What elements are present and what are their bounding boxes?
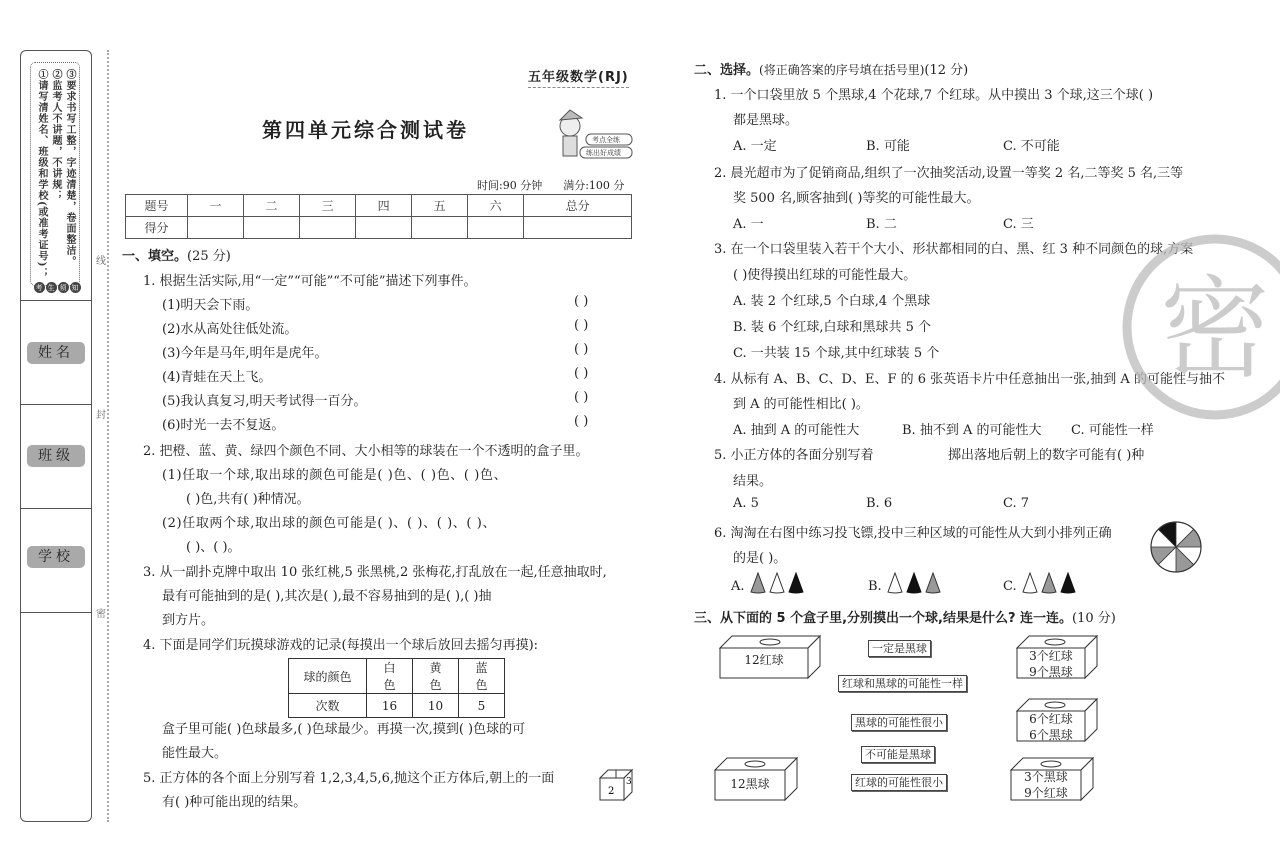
divider xyxy=(20,300,92,301)
mc-q2-line2: 奖 500 名,顾客抽到( )等奖的可能性最大。 xyxy=(733,191,980,206)
option-letter: C. xyxy=(1003,579,1017,594)
option-b[interactable]: B. 可能 xyxy=(866,139,910,154)
answer-blank[interactable]: ( ) xyxy=(574,390,589,405)
mc-q5-line2: 结果。 xyxy=(733,474,773,489)
mc-q3-line2: ( )使得摸出红球的可能性最大。 xyxy=(733,268,917,283)
exam-notice-box xyxy=(30,62,80,286)
mc-q4-line1: 4. 从标有 A、B、C、D、E、F 的 6 张英语卡片中任意抽出一张,抽到 A 的可能性与抽不 xyxy=(714,372,1225,387)
section-points: (12 分) xyxy=(924,63,969,78)
q1-item: (5)我认真复习,明天考试得一百分。 xyxy=(162,394,367,409)
mc-q1-line1: 1. 一个口袋里放 5 个黑球,4 个花球,7 个红球。从中摸出 3 个球,这三个球( ) xyxy=(714,88,1154,103)
q2-stem: 2. 把橙、蓝、黄、绿四个颜色不同、大小相等的球装在一个不透明的盒子里。 xyxy=(143,444,589,459)
option-letter: A. xyxy=(731,579,745,594)
section1-heading xyxy=(122,245,231,264)
exam-info xyxy=(477,177,624,193)
mc-q2-line1: 2. 晨光超市为了促销商品,组织了一次抽奖活动,设置一等奖 2 名,二等奖 5 名,三等 xyxy=(714,166,1184,181)
option-b[interactable] xyxy=(868,572,946,594)
section-title: 一、填空。 xyxy=(122,249,188,264)
option-c[interactable]: C. 一共装 15 个球,其中红球装 5 个 xyxy=(733,346,940,361)
cube-side-number: 3 xyxy=(626,777,632,787)
q2-part2-cont: ( )、( )。 xyxy=(186,540,241,555)
option-letter: B. xyxy=(868,579,882,594)
notice-tag-char: 须 xyxy=(59,283,67,292)
cell: 次数 xyxy=(289,694,367,718)
cell: 五 xyxy=(412,195,468,217)
cell: 黄色 xyxy=(413,659,459,694)
q4-stem: 4. 下面是同学们玩摸球游戏的记录(每摸出一个球后放回去摇匀再摸): xyxy=(143,638,539,653)
q1-item: (4)青蛙在天上飞。 xyxy=(162,370,272,385)
section-points: (25 分) xyxy=(187,249,231,264)
answer-blank[interactable]: ( ) xyxy=(574,414,589,429)
q4-line1: 盒子里可能( )色球最多,( )色球最少。再摸一次,摸到( )色球的可 xyxy=(162,722,526,737)
score-table xyxy=(125,194,632,239)
box-line: 6个黑球 xyxy=(1029,728,1073,742)
option-c[interactable] xyxy=(1003,572,1081,594)
mc-q6-line1: 6. 淘淘在右图中练习投飞镖,投中三种区域的可能性从大到小排列正确 xyxy=(714,526,1112,541)
answer-blank[interactable]: ( ) xyxy=(574,294,589,309)
section-title: 二、选择。 xyxy=(694,63,760,78)
divider xyxy=(20,612,92,613)
q2-part2: (2)任取两个球,取出球的颜色可能是( )、( )、( )、( )、 xyxy=(162,516,497,531)
notice-line-1: ①请写清姓名、班级和学校(或准考证号)； xyxy=(36,69,47,279)
answer-blank[interactable]: ( ) xyxy=(574,342,589,357)
option-a[interactable]: A. 一定 xyxy=(733,139,777,154)
score-input-cell[interactable] xyxy=(244,217,300,239)
box-label xyxy=(1017,648,1085,680)
score-table-header-row xyxy=(126,195,632,217)
cell: 得分 xyxy=(126,217,188,239)
score-input-cell[interactable] xyxy=(412,217,468,239)
margin-char-xian: 线 xyxy=(96,256,106,267)
cell: 四 xyxy=(356,195,412,217)
q1-item: (6)时光一去不复返。 xyxy=(162,418,285,433)
binding-dotted-line xyxy=(107,50,109,822)
mascot-icon xyxy=(548,108,638,166)
result-equal-chance[interactable]: 红球和黑球的可能性一样 xyxy=(838,675,967,692)
q2-part1: (1)任取一个球,取出球的颜色可能是( )色、( )色、( )色、 xyxy=(162,468,508,483)
cell: 总分 xyxy=(524,195,632,217)
q1-stem: 1. 根据生活实际,用“一定”“可能”“不可能”描述下列事件。 xyxy=(143,274,477,289)
q3-line2: 最有可能抽到的是( ),其次是( ),最不容易抽到的是( ),( )抽 xyxy=(162,589,492,604)
q4-line2: 能性最大。 xyxy=(162,746,228,761)
box-line: 3个红球 xyxy=(1029,649,1073,663)
dartboard-icon xyxy=(1150,521,1202,573)
result-red-unlikely[interactable]: 红球的可能性很小 xyxy=(851,774,947,791)
cone-sequence-white-gray-black-icon xyxy=(1021,572,1081,594)
score-input-cell[interactable] xyxy=(188,217,244,239)
cell: 二 xyxy=(244,195,300,217)
section-points: (10 分) xyxy=(1072,611,1116,626)
option-a[interactable]: A. 一 xyxy=(733,217,764,232)
margin-char-feng: 封 xyxy=(96,410,106,421)
cell: 三 xyxy=(300,195,356,217)
option-a[interactable]: A. 抽到 A 的可能性大 xyxy=(733,423,860,438)
answer-blank[interactable]: ( ) xyxy=(574,318,589,333)
confidential-stamp-icon xyxy=(1120,232,1280,422)
divider xyxy=(20,404,92,405)
option-c[interactable]: C. 7 xyxy=(1003,496,1030,511)
mascot-text-1: 考点全练 xyxy=(592,136,620,144)
full-score: 满分:100 分 xyxy=(563,179,625,192)
stamp-text: 密 xyxy=(1160,265,1270,393)
subject-label: 五年级数学(RJ) xyxy=(528,66,629,88)
notice-tag-char: 知 xyxy=(71,283,79,292)
score-input-cell[interactable] xyxy=(356,217,412,239)
q1-item: (1)明天会下雨。 xyxy=(162,298,259,313)
notice-tag-char: 生 xyxy=(47,283,55,292)
cell: 蓝色 xyxy=(459,659,505,694)
score-table-score-row xyxy=(126,217,632,239)
q3-line1: 3. 从一副扑克牌中取出 10 张红桃,5 张黑桃,2 张梅花,打乱放在一起,任意抽取时, xyxy=(143,565,607,580)
result-black-unlikely[interactable]: 黑球的可能性很小 xyxy=(851,714,947,731)
section3-heading xyxy=(694,607,1116,626)
exam-time: 时间:90 分钟 xyxy=(477,179,543,192)
option-c[interactable]: C. 可能性一样 xyxy=(1071,423,1154,438)
section-note: (将正确答案的序号填在括号里) xyxy=(759,63,925,77)
cone-sequence-white-black-gray-icon xyxy=(886,572,946,594)
cell: 一 xyxy=(188,195,244,217)
box-label xyxy=(1017,711,1085,743)
box-line: 9个黑球 xyxy=(1029,665,1073,679)
mascot-text-2: 练出好成绩 xyxy=(586,149,621,157)
option-a[interactable] xyxy=(731,572,809,594)
box-line: 9个红球 xyxy=(1024,786,1068,800)
cell: 六 xyxy=(468,195,524,217)
score-input-cell[interactable] xyxy=(524,217,632,239)
page-title: 第四单元综合测试卷 xyxy=(262,118,469,142)
score-input-cell[interactable] xyxy=(300,217,356,239)
option-b[interactable]: B. 二 xyxy=(866,217,897,232)
q1-item: (3)今年是马年,明年是虎年。 xyxy=(162,346,328,361)
cell: 题号 xyxy=(126,195,188,217)
q2-part1-cont: ( )色,共有( )种情况。 xyxy=(186,492,310,507)
section2-heading xyxy=(694,59,968,78)
divider xyxy=(20,508,92,509)
answer-blank[interactable]: ( ) xyxy=(574,366,589,381)
score-input-cell[interactable] xyxy=(468,217,524,239)
result-always-black[interactable]: 一定是黑球 xyxy=(868,640,931,657)
box-label: 12红球 xyxy=(744,653,784,667)
option-a[interactable]: A. 5 xyxy=(733,496,759,511)
option-b[interactable]: B. 6 xyxy=(866,496,893,511)
mc-q4-line2: 到 A 的可能性相比( )。 xyxy=(733,397,869,412)
cell: 球的颜色 xyxy=(289,659,367,694)
cube-icon xyxy=(598,768,634,802)
q5-line1: 5. 正方体的各个面上分别写着 1,2,3,4,5,6,抛这个正方体后,朝上的一面 xyxy=(143,771,555,786)
cell: 16 xyxy=(367,694,413,718)
notice-tag xyxy=(32,282,82,298)
notice-line-2: ②监考人不讲题，不讲规； xyxy=(50,69,61,201)
mc-q3-line1: 3. 在一个口袋里装入若干个大小、形状都相同的白、黑、红 3 种不同颜色的球,方案 xyxy=(714,242,1194,257)
option-b[interactable]: B. 抽不到 A 的可能性大 xyxy=(902,423,1042,438)
school-label: 学校 xyxy=(27,546,85,568)
result-never-black[interactable]: 不可能是黑球 xyxy=(861,746,935,763)
box-line: 3个黑球 xyxy=(1024,770,1068,784)
cone-sequence-gray-white-black-icon xyxy=(749,572,809,594)
class-label: 班级 xyxy=(27,445,85,467)
box-label xyxy=(1011,769,1081,801)
mc-q5-line1b: 掷出落地后朝上的数字可能有( )种 xyxy=(948,448,1145,463)
ball-record-table xyxy=(288,658,505,718)
mc-q5-line1a: 5. 小正方体的各面分别写着 xyxy=(714,448,874,463)
option-c[interactable]: C. 三 xyxy=(1003,217,1034,232)
q1-item: (2)水从高处往低处流。 xyxy=(162,322,298,337)
cell: 10 xyxy=(413,694,459,718)
notice-line-3: ③要求书写工整，字迹清楚，卷面整洁。 xyxy=(64,69,75,267)
option-b[interactable]: B. 装 6 个红球,白球和黑球共 5 个 xyxy=(733,320,932,335)
option-a[interactable]: A. 装 2 个红球,5 个白球,4 个黑球 xyxy=(733,294,931,309)
notice-tag-char: 考 xyxy=(35,283,43,292)
cell: 5 xyxy=(459,694,505,718)
section-title: 三、从下面的 5 个盒子里,分别摸出一个球,结果是什么? 连一连。 xyxy=(694,611,1073,626)
cell: 白色 xyxy=(367,659,413,694)
name-label: 姓名 xyxy=(27,342,85,364)
q5-line2: 有( )种可能出现的结果。 xyxy=(162,795,307,810)
cube-front-number: 2 xyxy=(608,786,615,797)
box-line: 6个红球 xyxy=(1029,712,1073,726)
mc-q6-line2: 的是( )。 xyxy=(733,551,787,566)
box-label: 12黑球 xyxy=(730,777,770,791)
q3-line3: 到方片。 xyxy=(162,613,215,628)
option-c[interactable]: C. 不可能 xyxy=(1003,139,1060,154)
margin-char-mi: 密 xyxy=(96,609,106,620)
mc-q1-line2: 都是黑球。 xyxy=(733,113,799,128)
